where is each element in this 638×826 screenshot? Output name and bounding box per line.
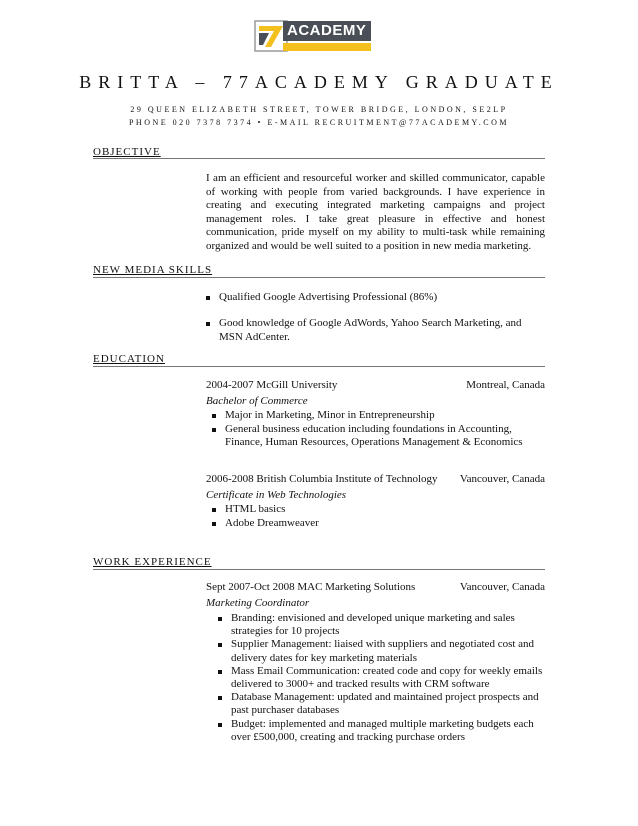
section-divider xyxy=(93,366,545,367)
bullet-icon xyxy=(212,428,216,432)
list-item xyxy=(218,691,545,717)
resume-title: BRITTA – 77ACADEMY GRADUATE xyxy=(79,72,559,92)
list-item-text: Supplier Management: liaised with suppliers and negotiated cost and delivery dates for key marketing materials xyxy=(231,638,535,664)
education-dates-school: 2004-2007 McGill University xyxy=(206,379,338,391)
contact-line: PHONE 020 7378 7374 • E-MAIL RECRUITMENT@77ACADEMY.COM xyxy=(128,118,510,127)
list-item-text: HTML basics xyxy=(225,503,286,515)
bullet-icon xyxy=(212,522,216,526)
list-item xyxy=(218,718,545,744)
list-item xyxy=(206,291,545,305)
bullet-icon xyxy=(218,723,222,727)
education-location: Vancouver, Canada xyxy=(459,473,545,485)
skills-list xyxy=(206,291,545,305)
list-item-text: Mass Email Communication: created code and copy for weekly emails delivered to 3000+ and tracked results with CRM software xyxy=(231,664,543,691)
work-dates-company: Sept 2007-Oct 2008 MAC Marketing Solutions xyxy=(206,581,416,593)
address-line: 29 QUEEN ELIZABETH STREET, TOWER BRIDGE, LONDON, SE2LP xyxy=(130,105,508,114)
list-item xyxy=(212,517,545,531)
education-details xyxy=(212,503,545,530)
bullet-icon xyxy=(218,696,222,700)
work-location: Vancouver, Canada xyxy=(459,581,545,593)
section-heading-work: WORK EXPERIENCE xyxy=(93,556,212,568)
list-item-text: Major in Marketing, Minor in Entrepreneurship xyxy=(225,409,435,421)
education-location: Montreal, Canada xyxy=(466,379,545,391)
bullet-icon xyxy=(212,508,216,512)
list-item xyxy=(218,612,545,638)
list-item-text: Branding: envisioned and developed unique marketing and sales strategies for 10 projects xyxy=(231,612,515,638)
work-details xyxy=(218,612,545,744)
degree-title: Certificate in Web Technologies xyxy=(206,489,347,501)
academy-logo xyxy=(253,19,373,53)
list-item-text: Adobe Dreamweaver xyxy=(225,516,319,529)
education-entry-header xyxy=(206,472,545,486)
section-heading-education: EDUCATION xyxy=(93,353,165,365)
bullet-icon xyxy=(206,296,210,300)
list-item-text: Good knowledge of Google AdWords, Yahoo Search Marketing, and MSN AdCenter. xyxy=(219,317,522,343)
list-item-text: Database Management: updated and maintained project prospects and past purchaser databases xyxy=(231,691,539,717)
list-item-text: General business education including foundations in Accounting, Finance, Human Resources, Operations Management & Economics xyxy=(225,422,523,448)
list-item xyxy=(212,409,545,423)
section-divider xyxy=(93,158,545,159)
list-item xyxy=(206,317,545,344)
list-item xyxy=(212,503,545,517)
bullet-icon xyxy=(218,670,222,674)
education-entry-header xyxy=(206,378,545,392)
work-entry-header xyxy=(206,580,545,594)
bullet-icon xyxy=(218,617,222,621)
list-item-text: Budget: implemented and managed multiple marketing budgets each over £500,000, creating and tracking purchase orders xyxy=(231,717,534,743)
bullet-icon xyxy=(206,322,210,326)
section-heading-skills: NEW MEDIA SKILLS xyxy=(93,264,213,276)
skills-list xyxy=(206,317,545,344)
bullet-icon xyxy=(218,643,222,647)
degree-title: Bachelor of Commerce xyxy=(206,395,308,407)
section-divider xyxy=(93,569,545,570)
list-item xyxy=(212,423,545,450)
education-dates-school: 2006-2008 British Columbia Institute of Technology xyxy=(206,473,438,485)
list-item xyxy=(218,665,545,691)
objective-text: I am an efficient and resourceful worker and skilled communicator, capable of working with people from varied backgrounds. I have experience in creating and executing integrated marketing campaigns and project management roles. I take great pleasure in effective and honest communication, pride myself on my ability to multi-task while remaining organized and would be well suited to a position in new media marketing. xyxy=(206,172,545,252)
list-item xyxy=(218,638,545,664)
job-title: Marketing Coordinator xyxy=(206,597,310,609)
list-item-text: Qualified Google Advertising Professional (86%) xyxy=(219,291,438,303)
section-heading-objective: OBJECTIVE xyxy=(93,146,161,158)
section-divider xyxy=(93,277,545,278)
logo-wordmark: ACADEMY xyxy=(283,21,371,41)
logo-underbar xyxy=(283,43,371,51)
education-details xyxy=(212,409,545,450)
bullet-icon xyxy=(212,414,216,418)
